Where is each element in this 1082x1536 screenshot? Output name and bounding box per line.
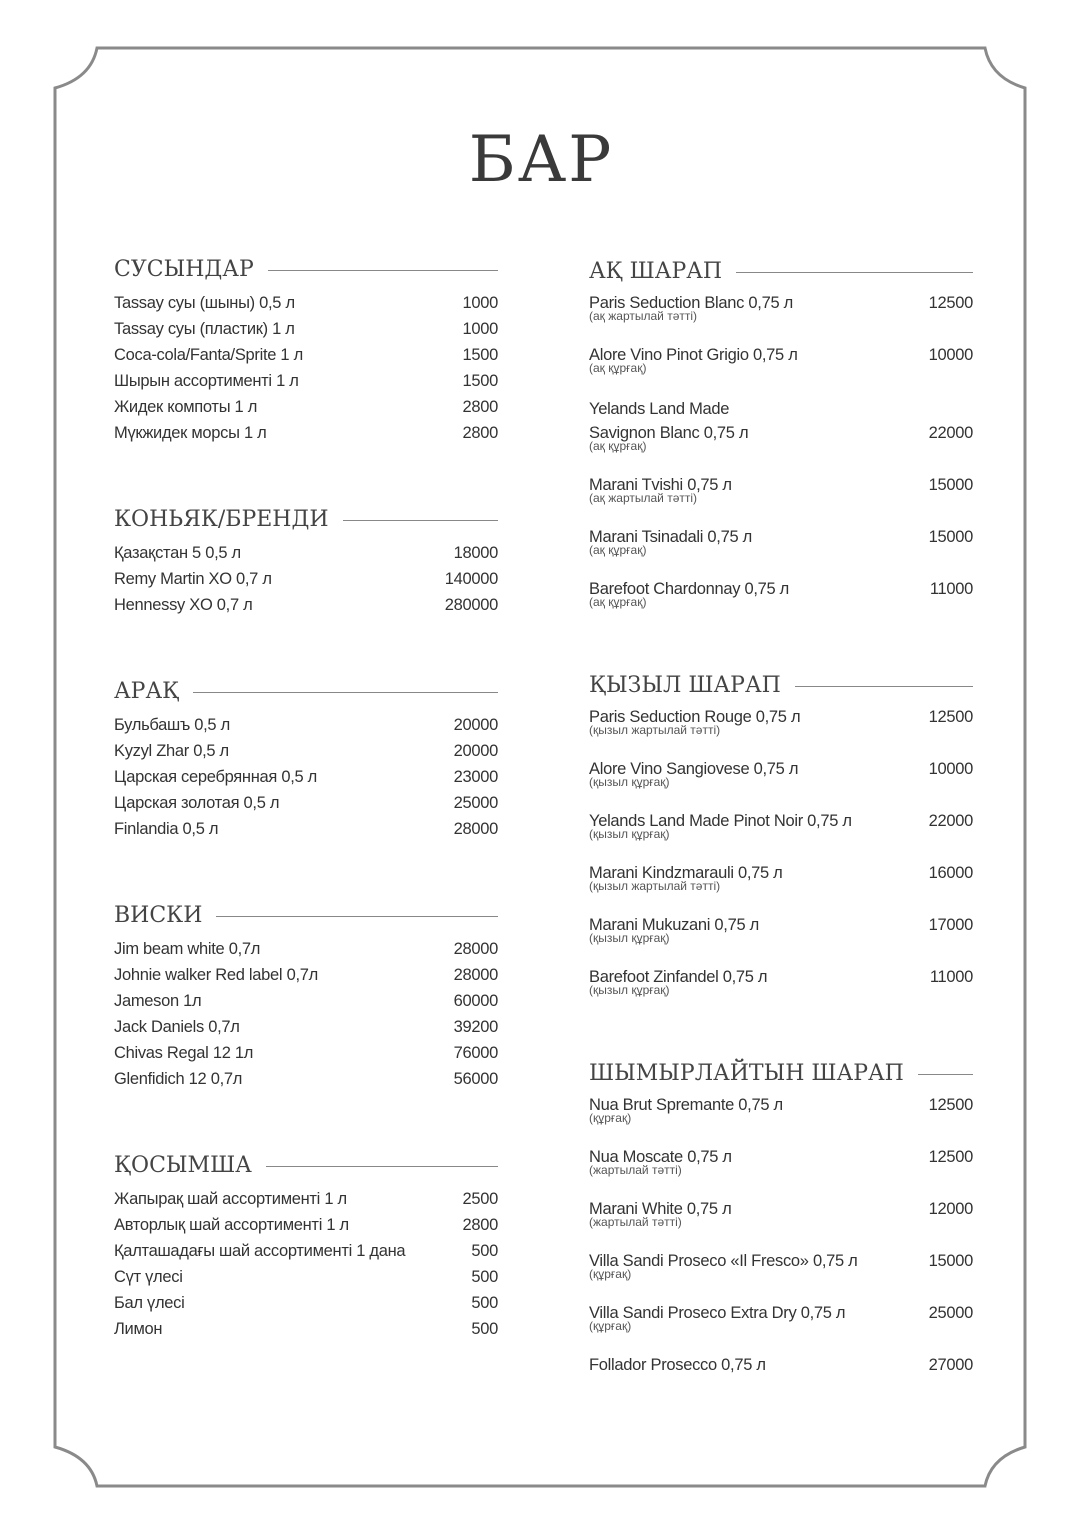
item-price: 28000 [453, 940, 498, 958]
item-note: (ақ құрғақ) [589, 439, 647, 453]
section-title: АҚ ШАРАП [589, 258, 723, 284]
item-price: 500 [471, 1294, 498, 1312]
item-price: 16000 [928, 864, 973, 882]
item-price: 15000 [928, 1252, 973, 1270]
item-price: 1000 [462, 320, 498, 338]
item-price: 20000 [453, 716, 498, 734]
item-name: Nua Moscate 0,75 л [589, 1148, 732, 1166]
item-price: 12000 [928, 1200, 973, 1218]
section-title: СУСЫНДАР [114, 256, 254, 282]
item-name: Жидек компоты 1 л [114, 398, 258, 416]
item-price: 12500 [928, 1148, 973, 1166]
item-name: Remy Martin XO 0,7 л [114, 570, 272, 588]
item-name: Savignon Blanc 0,75 л [589, 424, 749, 442]
section-header [589, 254, 973, 288]
item-name: Paris Seduction Blanc 0,75 л [589, 294, 793, 312]
item-name: Marani White 0,75 л [589, 1200, 732, 1218]
item-name: Coca-cola/Fanta/Sprite 1 л [114, 346, 303, 364]
section-header [114, 502, 498, 536]
section-divider-line [795, 686, 973, 687]
section-divider-line [216, 916, 498, 917]
item-name-line: Yelands Land Made [589, 400, 730, 418]
menu-item [114, 1290, 498, 1316]
item-name: Marani Mukuzani 0,75 л [589, 916, 759, 934]
menu-item [114, 566, 498, 592]
item-name: Glenfidich 12 0,7л [114, 1070, 243, 1088]
section-title: КОНЬЯК/БРЕНДИ [114, 506, 329, 532]
menu-section [589, 254, 973, 630]
item-price: 140000 [444, 570, 498, 588]
item-price: 500 [471, 1320, 498, 1338]
menu-item [114, 420, 498, 446]
item-price: 23000 [453, 768, 498, 786]
menu-section [114, 1148, 498, 1342]
item-price: 76000 [453, 1044, 498, 1062]
menu-item [114, 988, 498, 1014]
item-price: 15000 [928, 476, 973, 494]
item-price: 1500 [462, 372, 498, 390]
section-divider-line [193, 692, 498, 693]
item-name: Жапырақ шай ассортименті 1 л [114, 1190, 347, 1208]
menu-item [589, 758, 973, 810]
item-name: Follador Prosecco 0,75 л [589, 1356, 766, 1374]
section-title: ҚЫЗЫЛ ШАРАП [589, 672, 781, 698]
item-name: Villa Sandi Proseco Extra Dry 0,75 л [589, 1304, 846, 1322]
item-price: 25000 [928, 1304, 973, 1322]
item-name: Jim beam white 0,7л [114, 940, 261, 958]
item-price: 22000 [928, 424, 973, 442]
item-price: 18000 [453, 544, 498, 562]
menu-item [589, 578, 973, 630]
menu-item [589, 1198, 973, 1250]
menu-item [589, 966, 973, 1018]
item-note: (ақ құрғақ) [589, 543, 647, 557]
menu-item [114, 394, 498, 420]
menu-item [114, 592, 498, 618]
item-name: Сүт үлесі [114, 1268, 183, 1286]
menu-item [589, 396, 973, 474]
menu-item [114, 738, 498, 764]
section-divider-line [736, 272, 973, 273]
item-name: Мүкжидек морсы 1 л [114, 424, 267, 442]
item-price: 11000 [929, 968, 973, 986]
item-name: Jameson 1л [114, 992, 202, 1010]
section-divider-line [343, 520, 498, 521]
item-name: Johnie walker Red label 0,7л [114, 966, 318, 984]
item-note: (қызыл құрғақ) [589, 775, 670, 789]
item-name: Yelands Land Made Pinot Noir 0,75 л [589, 812, 852, 830]
menu-item [589, 706, 973, 758]
item-note: (қызыл жартылай тәтті) [589, 879, 721, 893]
item-price: 12500 [928, 294, 973, 312]
item-name: Villa Sandi Proseco «Il Fresco» 0,75 л [589, 1252, 858, 1270]
item-price: 60000 [453, 992, 498, 1010]
menu-section [589, 668, 973, 1018]
item-price: 12500 [928, 1096, 973, 1114]
item-price: 56000 [453, 1070, 498, 1088]
item-name: Бульбашъ 0,5 л [114, 716, 230, 734]
item-name: Marani Kindzmarauli 0,75 л [589, 864, 783, 882]
menu-item [114, 368, 498, 394]
item-name: Marani Tvishi 0,75 л [589, 476, 732, 494]
menu-section [114, 674, 498, 842]
item-name: Finlandia 0,5 л [114, 820, 219, 838]
item-price: 39200 [453, 1018, 498, 1036]
menu-item [114, 316, 498, 342]
menu-item [114, 540, 498, 566]
item-row [589, 1354, 973, 1376]
menu-item [114, 1264, 498, 1290]
item-name: Бал үлесі [114, 1294, 185, 1312]
menu-item [114, 790, 498, 816]
section-title: ҚОСЫМША [114, 1152, 252, 1178]
item-price: 20000 [453, 742, 498, 760]
item-price: 2800 [462, 424, 498, 442]
menu-item [589, 1146, 973, 1198]
item-price: 10000 [928, 760, 973, 778]
item-note: (ақ жартылай тәтті) [589, 491, 698, 505]
left-column [114, 252, 498, 1398]
item-price: 27000 [928, 1356, 973, 1374]
item-name: Marani Tsinadali 0,75 л [589, 528, 752, 546]
item-note: (қызыл құрғақ) [589, 983, 670, 997]
item-name: Шырын ассортименті 1 л [114, 372, 299, 390]
menu-section [114, 898, 498, 1092]
menu-item [589, 292, 973, 344]
menu-item [114, 1238, 498, 1264]
item-name: Қалташадағы шай ассортименті 1 дана [114, 1242, 406, 1260]
item-name: Paris Seduction Rouge 0,75 л [589, 708, 801, 726]
item-note: (жартылай тәтті) [589, 1215, 682, 1229]
section-title: ВИСКИ [114, 902, 203, 928]
section-divider-line [918, 1074, 973, 1075]
section-header [114, 674, 498, 708]
item-price: 12500 [928, 708, 973, 726]
menu-item [589, 526, 973, 578]
menu-item [589, 914, 973, 966]
item-price: 1000 [462, 294, 498, 312]
menu-item [589, 1354, 973, 1406]
menu-item [114, 936, 498, 962]
item-note: (ақ жартылай тәтті) [589, 309, 698, 323]
item-price: 25000 [453, 794, 498, 812]
menu-section [589, 1056, 973, 1406]
item-note: (жартылай тәтті) [589, 1163, 682, 1177]
section-header [114, 252, 498, 286]
menu-item [114, 1186, 498, 1212]
menu-item [589, 474, 973, 526]
item-name: Barefoot Chardonnay 0,75 л [589, 580, 789, 598]
item-name: Alore Vino Pinot Grigio 0,75 л [589, 346, 798, 364]
item-note: (құрғақ) [589, 1111, 632, 1125]
item-price: 280000 [444, 596, 498, 614]
item-note: (құрғақ) [589, 1319, 632, 1333]
section-divider-line [268, 270, 498, 271]
item-price: 2800 [462, 398, 498, 416]
menu-item [114, 1066, 498, 1092]
item-name: Kyzyl Zhar 0,5 л [114, 742, 229, 760]
menu-section [114, 252, 498, 446]
item-note: (ақ құрғақ) [589, 595, 647, 609]
item-price: 1500 [462, 346, 498, 364]
page-title: БАР [468, 123, 614, 197]
menu-item [114, 764, 498, 790]
menu-item [114, 342, 498, 368]
item-price: 15000 [928, 528, 973, 546]
section-header [589, 1056, 973, 1090]
menu-item [589, 810, 973, 862]
section-title: АРАҚ [114, 678, 180, 704]
menu-section [114, 502, 498, 618]
item-name: Tassay суы (шыны) 0,5 л [114, 294, 295, 312]
menu-item [114, 1316, 498, 1342]
item-note: (ақ құрғақ) [589, 361, 647, 375]
item-name: Авторлық шай ассортименті 1 л [114, 1216, 349, 1234]
section-header [114, 1148, 498, 1182]
item-name: Nua Brut Spremante 0,75 л [589, 1096, 783, 1114]
item-price: 17000 [928, 916, 973, 934]
item-price: 28000 [453, 966, 498, 984]
item-price: 2800 [462, 1216, 498, 1234]
menu-item [114, 712, 498, 738]
item-name: Chivas Regal 12 1л [114, 1044, 254, 1062]
menu-item [114, 1014, 498, 1040]
section-title: ШЫМЫРЛАЙТЫН ШАРАП [589, 1060, 904, 1086]
item-price: 28000 [453, 820, 498, 838]
menu-item [589, 862, 973, 914]
item-price: 500 [471, 1268, 498, 1286]
item-note: (қызыл құрғақ) [589, 827, 670, 841]
right-column [589, 254, 973, 1444]
item-price: 11000 [929, 580, 973, 598]
menu-item [114, 290, 498, 316]
item-note: (қызыл жартылай тәтті) [589, 723, 721, 737]
menu-item [589, 1302, 973, 1354]
menu-item [589, 1250, 973, 1302]
item-name: Қазақстан 5 0,5 л [114, 544, 241, 562]
section-header [589, 668, 973, 702]
section-divider-line [266, 1166, 498, 1167]
item-name: Alore Vino Sangiovese 0,75 л [589, 760, 799, 778]
menu-item [114, 962, 498, 988]
menu-item [114, 1212, 498, 1238]
menu-item [589, 344, 973, 396]
menu-item [589, 1094, 973, 1146]
menu-item [114, 1040, 498, 1066]
item-note: (құрғақ) [589, 1267, 632, 1281]
item-price: 500 [471, 1242, 498, 1260]
section-header [114, 898, 498, 932]
item-name: Hennessy XO 0,7 л [114, 596, 253, 614]
item-price: 2500 [462, 1190, 498, 1208]
item-price: 10000 [928, 346, 973, 364]
item-price: 22000 [928, 812, 973, 830]
item-name: Jack Daniels 0,7л [114, 1018, 240, 1036]
item-note: (қызыл құрғақ) [589, 931, 670, 945]
item-name: Tassay суы (пластик) 1 л [114, 320, 295, 338]
item-name: Царская серебрянная 0,5 л [114, 768, 317, 786]
item-name: Лимон [114, 1320, 163, 1338]
menu-item [114, 816, 498, 842]
item-name: Barefoot Zinfandel 0,75 л [589, 968, 768, 986]
item-name: Царская золотая 0,5 л [114, 794, 280, 812]
